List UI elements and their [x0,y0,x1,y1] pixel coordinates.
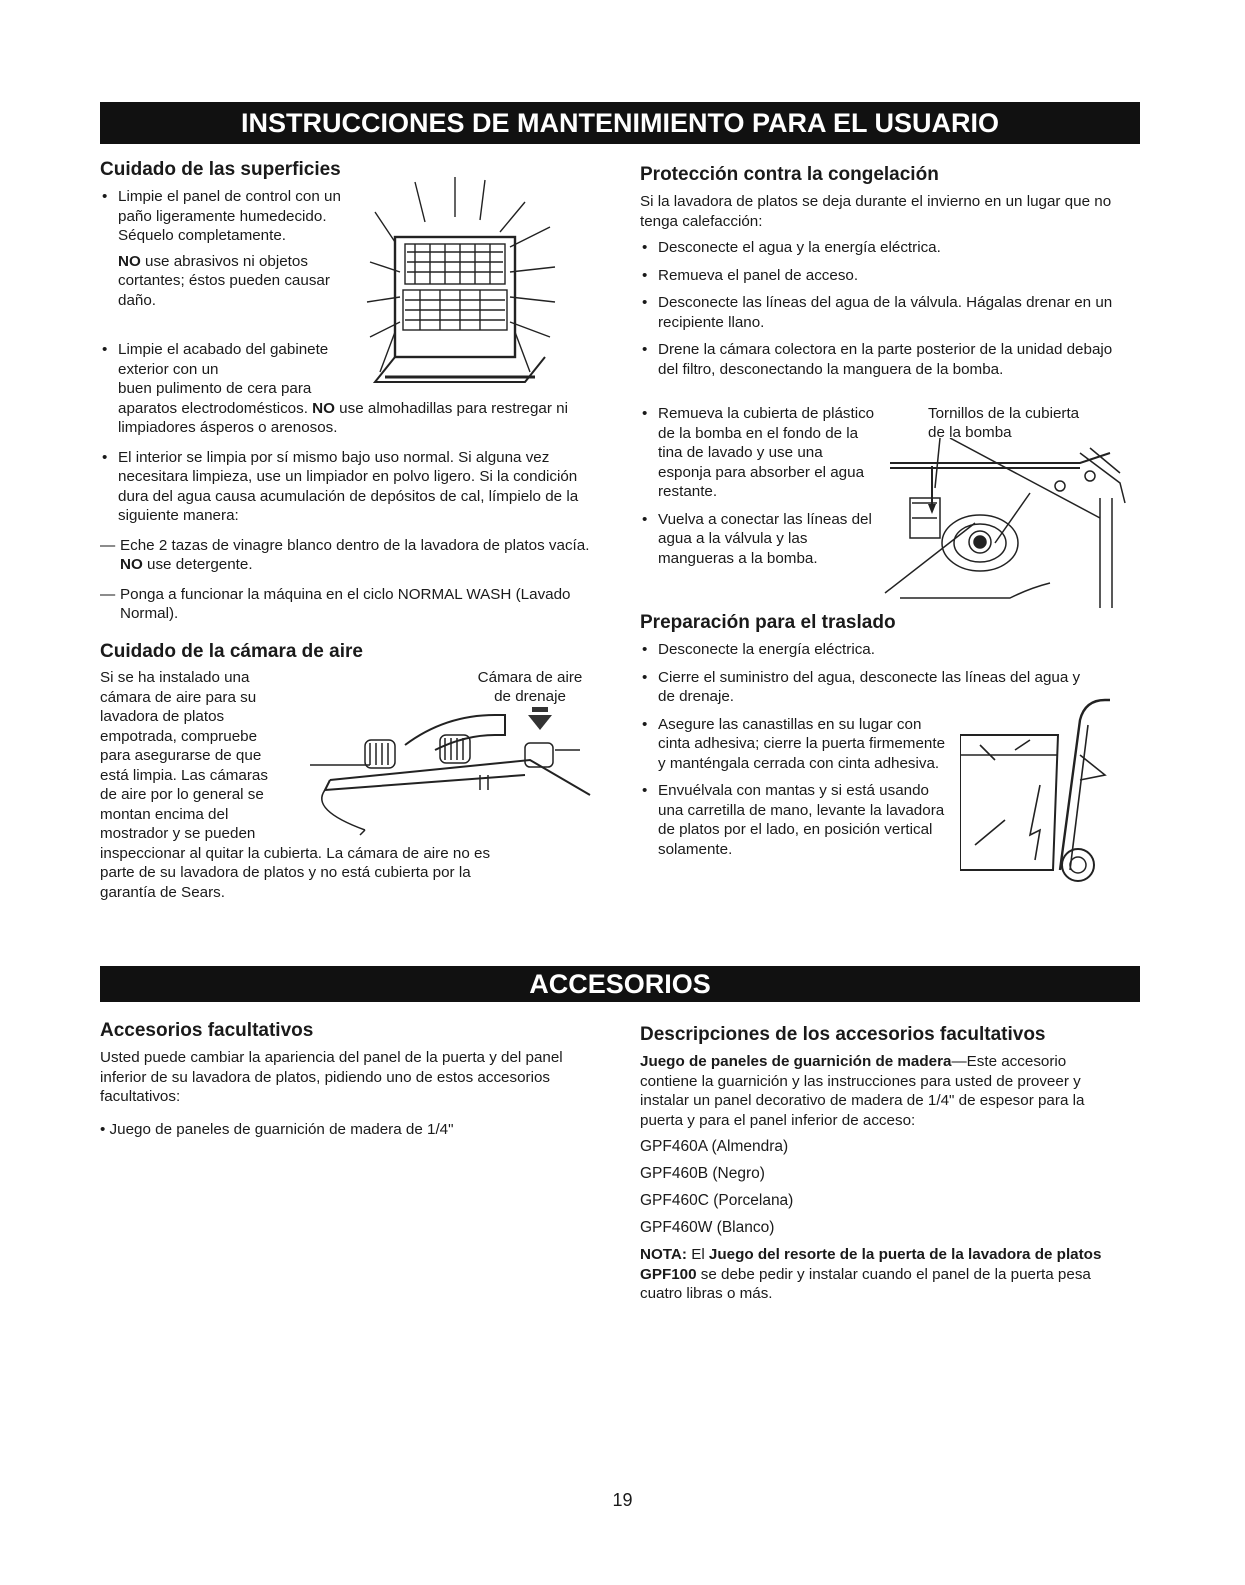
code-item: GPF460C (Porcelana) [640,1192,794,1209]
maintenance-banner: INSTRUCCIONES DE MANTENIMIENTO PARA EL USUARIO [100,102,1140,144]
surfaces-d2-text: Ponga a funcionar la máquina en el ciclo NORMAL WASH (Lavado Normal). [120,585,571,622]
moving-item-2: • Cierre el suministro del agua, desconecte las líneas del agua y de drenaje. [640,668,1088,707]
hand-truck-illustration [960,695,1110,887]
surfaces-d1-no: NO [120,556,143,573]
surfaces-bullets-rest: • Limpie el acabado del gabinete exterior con un buen pulimento de cera para aparatos electrodomésticos. NO use almohadillas para restregar ni limpiadores ásperos o arenosos. • El interior se limpia por sí mismo bajo uso normal. Si alguna vez necesitara limpieza, use un limpiador en polvo ligero. Si la condición dura del agua causa acumulación de depósitos de cal, límpielo de la siguiente manera: — Eche 2 tazas de vinagre blanco dentro de la lavadora de platos vacía. NO use detergente. — Ponga a funcionar la máquina en el ciclo NORMAL WASH (Lavado Normal). [100,340,600,624]
freeze-list-a [640,238,1130,379]
moving-item-3: • Asegure las canastillas en su lugar con cinta adhesiva; cierre la puerta firmemente y manténgala cerrada con cinta adhesiva. [640,715,948,774]
surfaces-b2-rest: use almohadillas para restregar ni limpiadores ásperos o arenosos. [118,399,568,436]
moving-item-1: • Desconecte la energía eléctrica. [640,640,1120,660]
freeze-item-2: • Remueva el panel de acceso. [640,266,1130,286]
pump-screws-caption [928,404,1128,442]
freeze-item-1: • Desconecte el agua y la energía eléctrica. [640,238,1130,258]
surfaces-d1-text: Eche 2 tazas de vinagre blanco dentro de la lavadora de platos vacía. [120,536,590,554]
descriptions-kit-bold: Juego de paneles de guarnición de madera [640,1053,952,1070]
descriptions-heading: Descripciones de los accesorios facultativos [640,1024,1046,1045]
surfaces-b1-text: Limpie el panel de control con un paño ligeramente humedecido. Séquelo completamente. [118,188,341,244]
freeze-item-6: • Vuelva a conectar las líneas del agua a la válvula y las mangueras a la bomba. [640,510,880,569]
pump-cover-illustration [880,438,1130,610]
pump-screws-caption-line2: de la bomba [928,424,1012,441]
accessories-banner: ACCESORIOS [100,966,1140,1002]
note-bold: Juego del resorte de la puerta de la lavadora de platos GPF100 [640,1246,1102,1283]
note-rest: se debe pedir y instalar cuando el panel de la puerta pesa cuatro libras o más. [640,1265,1091,1302]
freeze-item-3: • Desconecte las líneas del agua de la válvula. Hágalas drenar en un recipiente llano. [640,293,1130,332]
surfaces-b3-text: El interior se limpia por sí mismo bajo uso normal. Si alguna vez necesitara limpieza, use un limpiador en polvo ligero. Si la condición dura del agua causa acumulación de depósitos de cal, límpielo de la siguiente manera: [118,448,579,524]
airgap-caption-line1: Cámara de aire [477,669,583,686]
freeze-list-b [640,404,880,568]
airgap-heading: Cuidado de la cámara de aire [100,641,363,662]
code-item: GPF460W (Blanco) [640,1219,775,1236]
code-item: GPF460B (Negro) [640,1165,765,1182]
code-item: GPF460A (Almendra) [640,1138,789,1155]
moving-item-4: • Envuélvala con mantas y si está usando una carretilla de mano, levante la lavadora de platos por el lado, en posición vertical solamente. [640,781,948,859]
note-label: NOTA: [640,1246,687,1263]
freeze-intro: Si la lavadora de platos se deja durante el invierno en un lugar que no tenga calefacción: [640,193,1112,230]
optional-text: Usted puede cambiar la apariencia del panel de la puerta y del panel inferior de su lavadora de platos, pidiendo uno de estos accesorios facultativos: [100,1049,563,1105]
pump-screws-caption-line1: Tornillos de la cubierta [928,405,1080,422]
moving-heading: Preparación para el traslado [640,612,896,633]
surfaces-d1-rest: use detergente. [142,556,253,573]
surfaces-b2-text-a: Limpie el acabado del gabinete exterior con un [118,341,329,378]
airgap-text: Si se ha instalado una cámara de aire para su lavadora de platos empotrada, compruebe para asegurarse de que está limpia. Las cámaras de aire por lo general se montan encima del mostrador y se pueden inspeccionar al quitar la cubierta. La cámara de aire no es parte de su lavadora de platos y no está cubierta por la garantía de Sears. [100,669,491,901]
surfaces-bullet-1 [100,187,348,310]
surfaces-b1-rest: use abrasivos ni objetos cortantes; éstos pueden causar daño. [118,252,330,309]
descriptions-kit [640,1052,1120,1130]
freeze-heading: Protección contra la congelación [640,164,939,185]
note-pre: El [686,1246,709,1263]
page-number: 19 [612,1490,633,1510]
freeze-item-5: • Remueva la cubierta de plástico de la bomba en el fondo de la tina de lavado y use una esponja para absorber el agua restante. [640,404,880,502]
descriptions-note [640,1245,1120,1304]
descriptions-kit-text: —Este accesorio contiene la guarnición y las instrucciones para usted de proveer y instalar un panel decorativo de madera de 1/4" de espesor para la puerta y para el panel inferior de acceso: [640,1053,1085,1129]
optional-heading: Accesorios facultativos [100,1020,314,1041]
freeze-item-4: • Drene la cámara colectora en la parte posterior de la unidad debajo del filtro, desconectando la manguera de la bomba. [640,340,1130,379]
surfaces-b1-no: NO [118,252,141,270]
airgap-caption-line2: de drenaje [494,688,566,705]
faucet-airgap-illustration [310,705,595,840]
surfaces-b2-no: NO [312,399,335,417]
surfaces-heading: Cuidado de las superficies [100,159,341,180]
optional-item: • Juego de paneles de guarnición de madera de 1/4" [100,1121,454,1138]
descriptions-codes [640,1133,940,1241]
